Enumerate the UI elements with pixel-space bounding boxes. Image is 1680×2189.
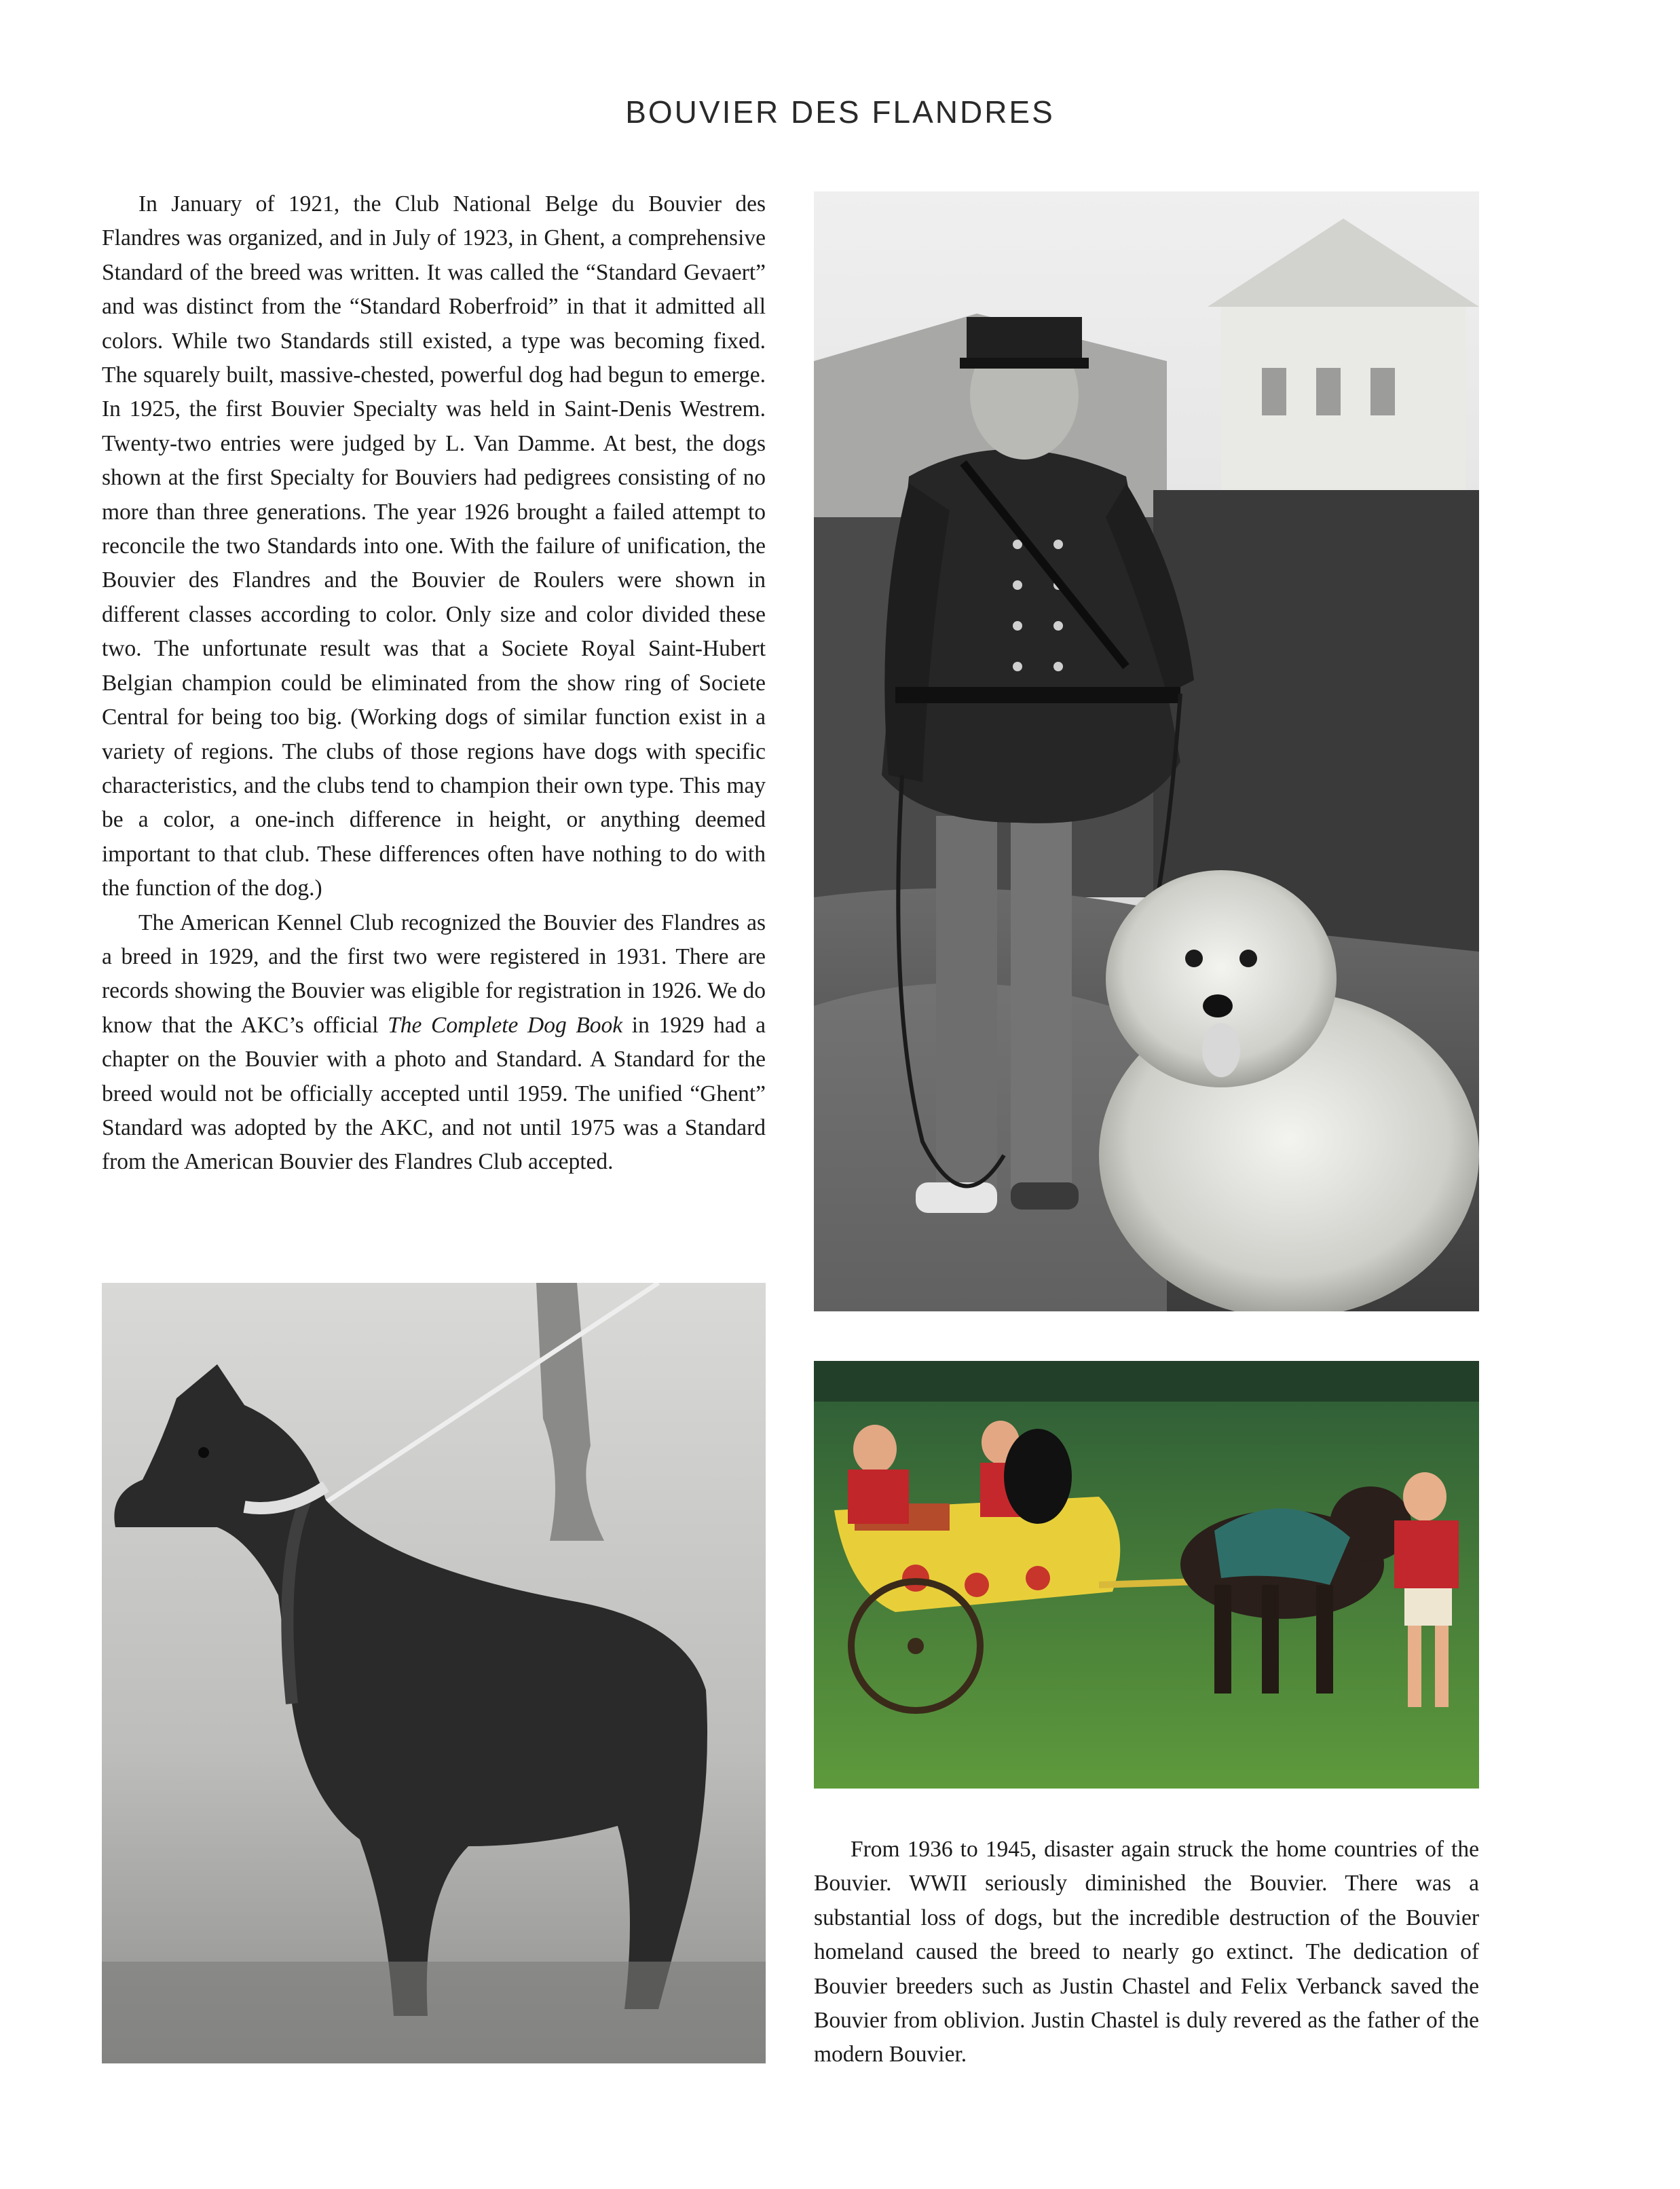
- paragraph-history-1921: In January of 1921, the Club National Belge du Bouvier des Flandres was organized, and in July of 1923, in Ghent, a comprehensive Standard of the breed was written. It was called the “Standard Gevaert” and was distinct from the “Standard Roberfroid” in that it admitted all colors. While two Standards still existed, a type was becoming fixed. The squarely built, massive-chested, powerful dog had begun to emerge. In 1925, the first Bouvier Specialty was held in Saint-Denis Westrem. Twenty-two entries were judged by L. Van Damme. At best, the dogs shown at the first Specialty for Bouviers had pedigrees consisting of no more than three generations. The year 1926 brought a failed attempt to reconcile the two Standards into one. With the failure of unification, the Bouvier des Flandres and the Bouvier de Roulers were shown in different classes according to color. Only size and color divided these two. The unfortunate result was that a Societe Royal Saint-Hubert Belgian champion could be eliminated from the show ring of Societe Central for being too big. (Working dogs of similar function exist in a variety of regions. The clubs of those regions have dogs with specific characteristics, and the clubs tend to champion their own type. This may be a color, a one-inch difference in height, or anything deemed important to that club. These differences often have nothing to do with the function of the dog.): [102, 191, 766, 901]
- paragraph-akc-recognition: [102, 906, 766, 1180]
- photo-black-bouvier: [102, 1283, 766, 2063]
- akc-text-part2: in 1929 had a chapter on the Bouvier with a photo and Standard. A Standard for the breed would not be officially accepted until 1959. The unified “Ghent” Standard was adopted by the AKC, and not until 1975 was a Standard from the American Bouvier des Flandres Club accepted.: [102, 1012, 766, 1175]
- photo-children-dog-cart: [814, 1361, 1479, 1789]
- page-title: BOUVIER DES FLANDRES: [625, 94, 1055, 130]
- book-title: The Complete Dog Book: [388, 1012, 623, 1038]
- photo-soldier-with-bouvier: [814, 191, 1479, 1311]
- left-text-column: [102, 187, 766, 1180]
- right-text-column: [814, 1833, 1479, 2072]
- akc-text-part1: The American Kennel Club recognized the Bouvier des Flandres as a breed in 1929, and the first two were registered in 1931. There are records showing the Bouvier was eligible for registration in 1926. We do know that the AKC’s official: [102, 910, 766, 1038]
- paragraph-wwii: From 1936 to 1945, disaster again struck the home countries of the Bouvier. WWII seriously diminished the Bouvier. There was a substantial loss of dogs, but the incredible destruction of the Bouvier homeland caused the breed to nearly go extinct. The dedication of Bouvier breeders such as Justin Chastel and Felix Verbanck saved the Bouvier from oblivion. Justin Chastel is duly revered as the father of the modern Bouvier.: [814, 1837, 1479, 2068]
